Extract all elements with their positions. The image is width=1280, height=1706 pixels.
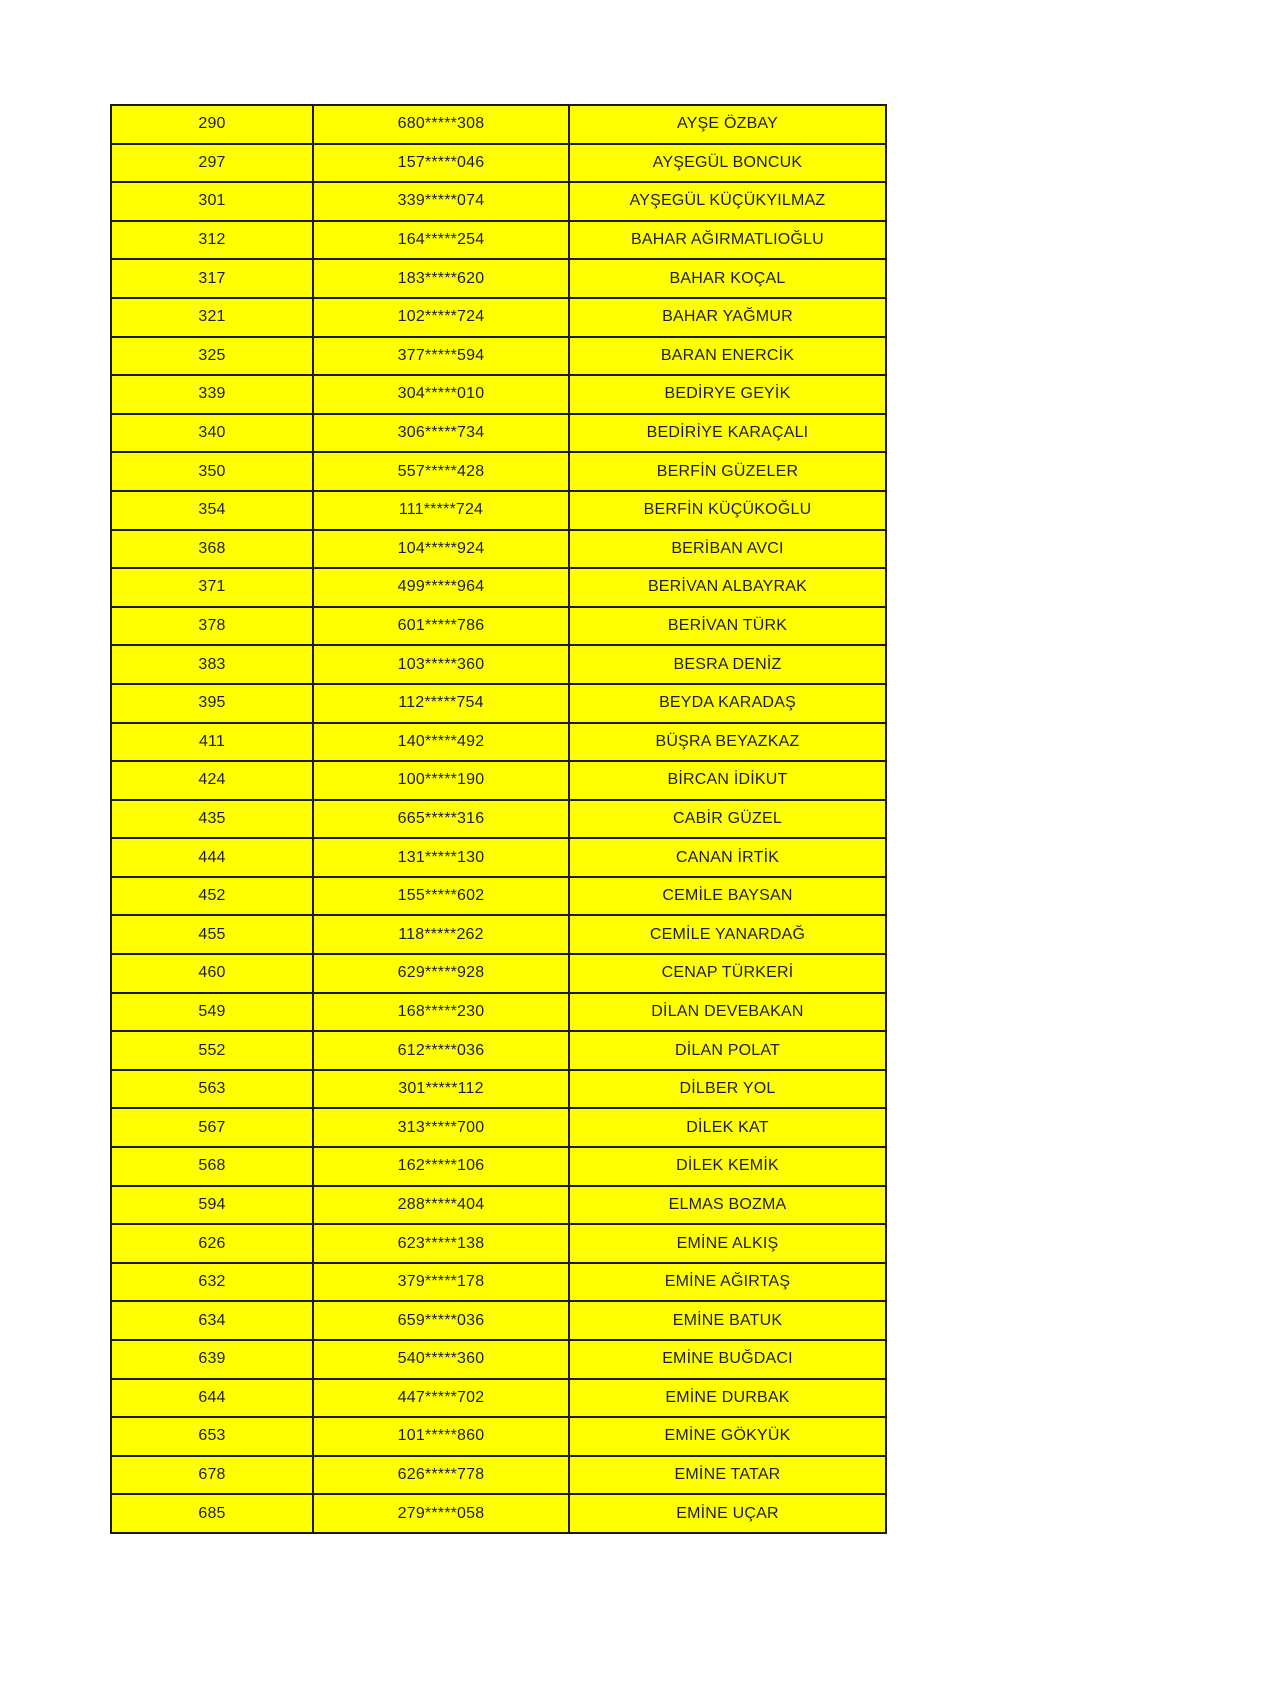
table-row	[111, 645, 886, 684]
table-row	[111, 1494, 886, 1533]
id-number-cell: 339*****074	[313, 182, 569, 221]
table-row	[111, 993, 886, 1032]
id-number-cell: 447*****702	[313, 1379, 569, 1418]
id-number-cell: 164*****254	[313, 221, 569, 260]
table-row	[111, 1031, 886, 1070]
row-number-cell: 644	[111, 1379, 313, 1418]
id-number-cell: 601*****786	[313, 607, 569, 646]
row-number-cell: 452	[111, 877, 313, 916]
table-row	[111, 491, 886, 530]
row-number-cell: 549	[111, 993, 313, 1032]
full-name-cell: BERFİN KÜÇÜKOĞLU	[569, 491, 886, 530]
full-name-cell: ELMAS BOZMA	[569, 1186, 886, 1225]
id-number-cell: 623*****138	[313, 1224, 569, 1263]
row-number-cell: 634	[111, 1301, 313, 1340]
name-list-table	[110, 104, 887, 1534]
table-row	[111, 1301, 886, 1340]
table-row	[111, 1147, 886, 1186]
full-name-cell: BERFİN GÜZELER	[569, 452, 886, 491]
id-number-cell: 301*****112	[313, 1070, 569, 1109]
full-name-cell: DİLEK KEMİK	[569, 1147, 886, 1186]
row-number-cell: 301	[111, 182, 313, 221]
row-number-cell: 632	[111, 1263, 313, 1302]
row-number-cell: 594	[111, 1186, 313, 1225]
id-number-cell: 377*****594	[313, 337, 569, 376]
full-name-cell: BÜŞRA BEYAZKAZ	[569, 723, 886, 762]
row-number-cell: 567	[111, 1108, 313, 1147]
table-row	[111, 530, 886, 569]
id-number-cell: 665*****316	[313, 800, 569, 839]
id-number-cell: 629*****928	[313, 954, 569, 993]
table-row	[111, 1263, 886, 1302]
full-name-cell: CABİR GÜZEL	[569, 800, 886, 839]
full-name-cell: EMİNE TATAR	[569, 1456, 886, 1495]
table-row	[111, 1224, 886, 1263]
row-number-cell: 424	[111, 761, 313, 800]
row-number-cell: 371	[111, 568, 313, 607]
id-number-cell: 288*****404	[313, 1186, 569, 1225]
table-row	[111, 1379, 886, 1418]
id-number-cell: 157*****046	[313, 144, 569, 183]
id-number-cell: 168*****230	[313, 993, 569, 1032]
full-name-cell: BARAN ENERCİK	[569, 337, 886, 376]
id-number-cell: 155*****602	[313, 877, 569, 916]
table-row	[111, 144, 886, 183]
id-number-cell: 102*****724	[313, 298, 569, 337]
table-row	[111, 105, 886, 144]
full-name-cell: BERİBAN AVCI	[569, 530, 886, 569]
table-row	[111, 800, 886, 839]
row-number-cell: 678	[111, 1456, 313, 1495]
id-number-cell: 499*****964	[313, 568, 569, 607]
row-number-cell: 563	[111, 1070, 313, 1109]
full-name-cell: CEMİLE BAYSAN	[569, 877, 886, 916]
full-name-cell: EMİNE ALKIŞ	[569, 1224, 886, 1263]
row-number-cell: 460	[111, 954, 313, 993]
id-number-cell: 183*****620	[313, 259, 569, 298]
full-name-cell: EMİNE BATUK	[569, 1301, 886, 1340]
row-number-cell: 321	[111, 298, 313, 337]
row-number-cell: 455	[111, 915, 313, 954]
id-number-cell: 279*****058	[313, 1494, 569, 1533]
table-row	[111, 1417, 886, 1456]
table-row	[111, 684, 886, 723]
full-name-cell: EMİNE UÇAR	[569, 1494, 886, 1533]
id-number-cell: 306*****734	[313, 414, 569, 453]
id-number-cell: 162*****106	[313, 1147, 569, 1186]
row-number-cell: 325	[111, 337, 313, 376]
table-row	[111, 838, 886, 877]
row-number-cell: 626	[111, 1224, 313, 1263]
table-row	[111, 607, 886, 646]
id-number-cell: 112*****754	[313, 684, 569, 723]
full-name-cell: DİLBER YOL	[569, 1070, 886, 1109]
full-name-cell: AYŞEGÜL BONCUK	[569, 144, 886, 183]
table-row	[111, 723, 886, 762]
table-row	[111, 1186, 886, 1225]
full-name-cell: AYŞE ÖZBAY	[569, 105, 886, 144]
table-row	[111, 337, 886, 376]
table-row	[111, 298, 886, 337]
full-name-cell: DİLAN DEVEBAKAN	[569, 993, 886, 1032]
row-number-cell: 444	[111, 838, 313, 877]
id-number-cell: 131*****130	[313, 838, 569, 877]
id-number-cell: 140*****492	[313, 723, 569, 762]
id-number-cell: 118*****262	[313, 915, 569, 954]
id-number-cell: 304*****010	[313, 375, 569, 414]
full-name-cell: BAHAR KOÇAL	[569, 259, 886, 298]
row-number-cell: 297	[111, 144, 313, 183]
document-page	[110, 104, 885, 1534]
table-row	[111, 1340, 886, 1379]
row-number-cell: 378	[111, 607, 313, 646]
table-row	[111, 568, 886, 607]
row-number-cell: 354	[111, 491, 313, 530]
id-number-cell: 557*****428	[313, 452, 569, 491]
row-number-cell: 639	[111, 1340, 313, 1379]
full-name-cell: BERİVAN TÜRK	[569, 607, 886, 646]
table-row	[111, 182, 886, 221]
full-name-cell: EMİNE AĞIRTAŞ	[569, 1263, 886, 1302]
full-name-cell: CENAP TÜRKERİ	[569, 954, 886, 993]
row-number-cell: 685	[111, 1494, 313, 1533]
id-number-cell: 612*****036	[313, 1031, 569, 1070]
id-number-cell: 100*****190	[313, 761, 569, 800]
id-number-cell: 379*****178	[313, 1263, 569, 1302]
full-name-cell: CEMİLE YANARDAĞ	[569, 915, 886, 954]
row-number-cell: 317	[111, 259, 313, 298]
full-name-cell: AYŞEGÜL KÜÇÜKYILMAZ	[569, 182, 886, 221]
row-number-cell: 383	[111, 645, 313, 684]
table-row	[111, 877, 886, 916]
table-row	[111, 915, 886, 954]
table-row	[111, 221, 886, 260]
id-number-cell: 659*****036	[313, 1301, 569, 1340]
row-number-cell: 368	[111, 530, 313, 569]
full-name-cell: CANAN İRTİK	[569, 838, 886, 877]
full-name-cell: BEDİRİYE KARAÇALI	[569, 414, 886, 453]
row-number-cell: 340	[111, 414, 313, 453]
id-number-cell: 104*****924	[313, 530, 569, 569]
full-name-cell: BİRCAN İDİKUT	[569, 761, 886, 800]
row-number-cell: 290	[111, 105, 313, 144]
full-name-cell: BEYDA KARADAŞ	[569, 684, 886, 723]
full-name-cell: DİLAN POLAT	[569, 1031, 886, 1070]
id-number-cell: 680*****308	[313, 105, 569, 144]
table-row	[111, 761, 886, 800]
table-row	[111, 1108, 886, 1147]
full-name-cell: EMİNE BUĞDACI	[569, 1340, 886, 1379]
full-name-cell: BAHAR YAĞMUR	[569, 298, 886, 337]
full-name-cell: EMİNE GÖKYÜK	[569, 1417, 886, 1456]
table-row	[111, 452, 886, 491]
id-number-cell: 626*****778	[313, 1456, 569, 1495]
id-number-cell: 540*****360	[313, 1340, 569, 1379]
id-number-cell: 101*****860	[313, 1417, 569, 1456]
row-number-cell: 435	[111, 800, 313, 839]
table-row	[111, 1456, 886, 1495]
row-number-cell: 339	[111, 375, 313, 414]
row-number-cell: 411	[111, 723, 313, 762]
full-name-cell: BESRA DENİZ	[569, 645, 886, 684]
row-number-cell: 568	[111, 1147, 313, 1186]
row-number-cell: 552	[111, 1031, 313, 1070]
table-row	[111, 954, 886, 993]
id-number-cell: 313*****700	[313, 1108, 569, 1147]
row-number-cell: 653	[111, 1417, 313, 1456]
id-number-cell: 103*****360	[313, 645, 569, 684]
table-body	[111, 105, 886, 1533]
full-name-cell: BEDİRYE GEYİK	[569, 375, 886, 414]
table-row	[111, 414, 886, 453]
full-name-cell: BAHAR AĞIRMATLIOĞLU	[569, 221, 886, 260]
full-name-cell: BERİVAN ALBAYRAK	[569, 568, 886, 607]
row-number-cell: 395	[111, 684, 313, 723]
table-row	[111, 1070, 886, 1109]
full-name-cell: EMİNE DURBAK	[569, 1379, 886, 1418]
id-number-cell: 111*****724	[313, 491, 569, 530]
row-number-cell: 350	[111, 452, 313, 491]
row-number-cell: 312	[111, 221, 313, 260]
full-name-cell: DİLEK KAT	[569, 1108, 886, 1147]
table-row	[111, 375, 886, 414]
table-row	[111, 259, 886, 298]
